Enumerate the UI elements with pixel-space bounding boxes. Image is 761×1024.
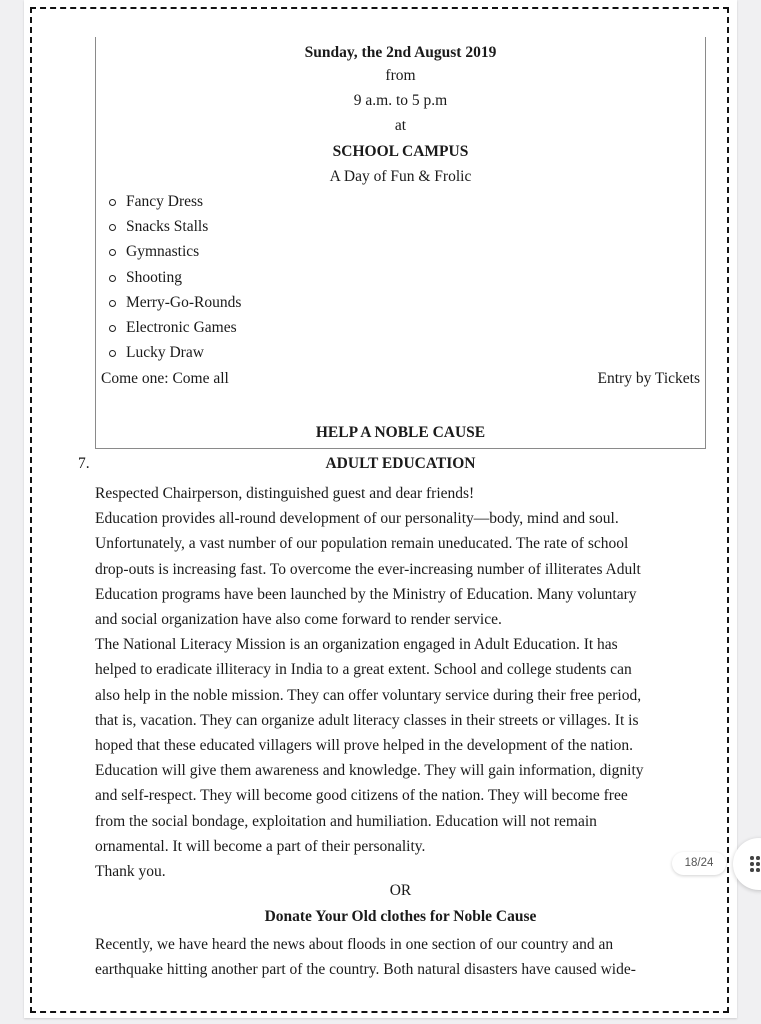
poster-entry: Entry by Tickets [597,370,700,387]
poster-box [95,37,706,449]
list-item: Lucky Draw [96,340,241,365]
list-item: Gymnastics [96,239,241,264]
text-line: Education will give them awareness and knowledge. They will gain information, dignity [95,762,644,780]
or-divider: OR [389,882,412,899]
document-page [24,0,737,1018]
poster-from: from [385,67,416,84]
text-line: and social organization have also come forward to render service. [95,611,502,629]
alt-body [95,932,735,982]
text-line: Education programs have been launched by the Ministry of Education. Many voluntary [95,585,637,603]
list-item: Snacks Stalls [96,214,241,239]
poster-tagline: A Day of Fun & Frolic [329,168,472,185]
text-line: also help in the noble mission. They can offer voluntary service during their free period, [95,686,642,704]
drag-grip-icon [750,856,761,872]
list-item: Fancy Dress [96,189,241,214]
poster-come-all: Come one: Come all [101,370,229,387]
text-line: Recently, we have heard the news about floods in one section of our country and an [95,936,614,953]
text-line: earthquake hitting another part of the country. Both natural disasters have caused wide- [95,961,636,979]
text-line: Respected Chairperson, distinguished guest and dear friends! [95,485,475,502]
text-line: drop-outs is increasing fast. To overcome the ever-increasing number of illiterates Adult [95,560,641,578]
text-line: helped to eradicate illiteracy in India to a great extent. School and college students can [95,661,632,679]
poster-date: Sunday, the 2nd August 2019 [304,44,497,61]
list-item: Merry-Go-Rounds [96,290,241,315]
text-line: Thank you. [95,863,166,881]
text-line: Unfortunately, a vast number of our population remain uneducated. The rate of school [95,535,629,553]
text-line: Education provides all-round development of our personality—body, mind and soul. [95,510,619,528]
poster-footer-title: HELP A NOBLE CAUSE [315,424,486,441]
text-line: from the social bondage, exploitation and humiliation. Education will not remain [95,812,597,830]
list-item: Electronic Games [96,315,241,340]
text-line: and self-respect. They will become good citizens of the nation. They will become free [95,787,628,805]
alt-title: Donate Your Old clothes for Noble Cause [264,908,537,925]
poster-items-list [96,189,241,365]
poster-venue: SCHOOL CAMPUS [332,143,469,160]
page-indicator: 18/24 [672,852,726,875]
scroll-handle[interactable] [733,838,761,890]
text-line: ornamental. It will become a part of their personality. [95,837,426,855]
text-line: The National Literacy Mission is an organization engaged in Adult Education. It has [95,636,618,654]
question-number: 7. [78,455,90,472]
speech-body [95,481,735,884]
speech-title: ADULT EDUCATION [325,455,476,472]
text-line: that is, vacation. They can organize adult literacy classes in their streets or villages. It is [95,711,639,729]
poster-time: 9 a.m. to 5 p.m [353,92,448,109]
text-line: hoped that these educated villagers will prove helped in the development of the nation. [95,737,634,755]
poster-at: at [394,117,407,134]
list-item: Shooting [96,265,241,290]
